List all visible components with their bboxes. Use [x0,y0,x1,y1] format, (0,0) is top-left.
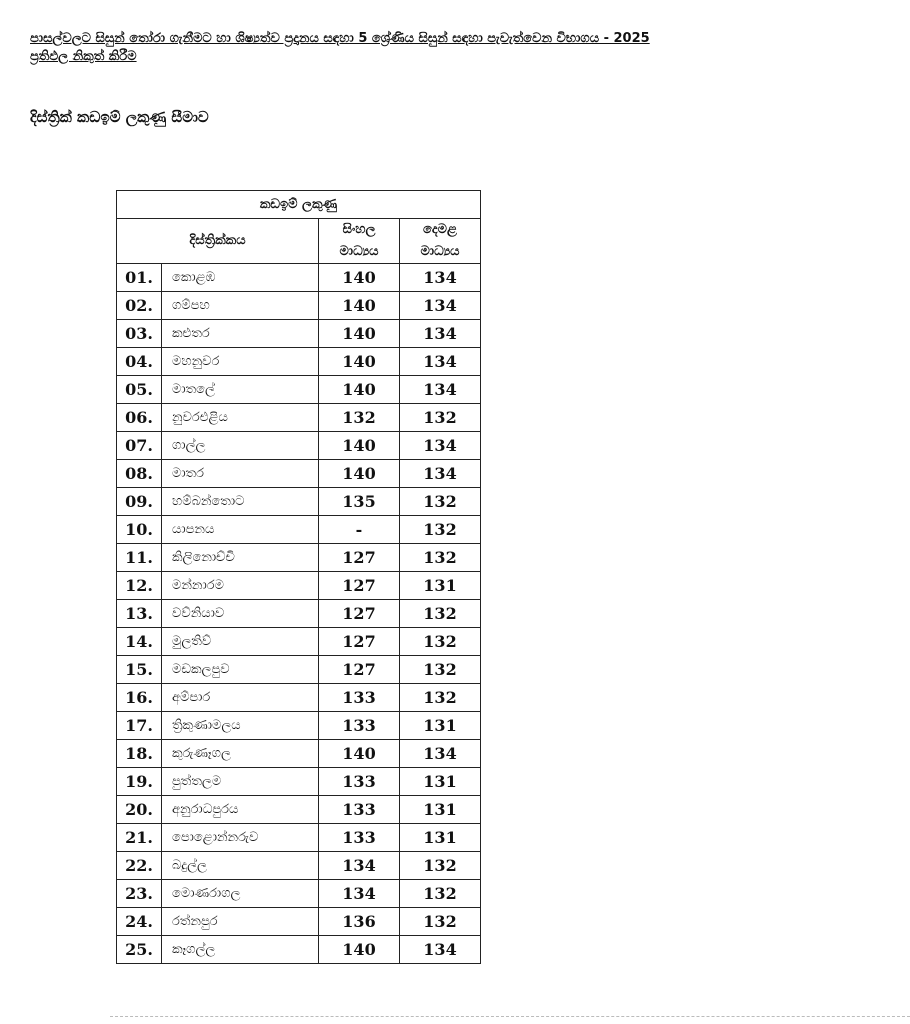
row-number: 10. [117,516,162,544]
tamil-mark: 134 [400,740,481,768]
tamil-mark: 132 [400,880,481,908]
sinhala-mark: 134 [319,880,400,908]
table-row [117,712,481,740]
row-number: 12. [117,572,162,600]
district-column-header: දිස්ත්‍රික්කය [117,219,319,264]
row-number: 18. [117,740,162,768]
sinhala-medium-header [319,219,400,264]
row-number: 05. [117,376,162,404]
document-header [30,30,900,66]
row-number: 25. [117,936,162,964]
district-name: පොළොන්නරුව [162,824,319,852]
sinhala-mark: 136 [319,908,400,936]
row-number: 21. [117,824,162,852]
tamil-header-line1: දෙමළ [423,222,457,237]
district-name: කොළඹ [162,264,319,292]
row-number: 24. [117,908,162,936]
sinhala-mark: 140 [319,348,400,376]
district-name: ගම්පහ [162,292,319,320]
table-row [117,544,481,572]
tamil-mark: 132 [400,628,481,656]
sinhala-mark: 140 [319,936,400,964]
table-row [117,488,481,516]
district-name: ත්‍රිකුණාමලය [162,712,319,740]
tamil-mark: 131 [400,712,481,740]
tamil-mark: 134 [400,432,481,460]
table-row [117,432,481,460]
group-header: කඩඉම් ලකුණු [117,191,481,219]
sinhala-mark: 140 [319,460,400,488]
sinhala-mark: 133 [319,796,400,824]
table-row [117,936,481,964]
district-name: මුලතිව් [162,628,319,656]
district-name: කළුතර [162,320,319,348]
sinhala-mark: 140 [319,320,400,348]
document-title: පාසල්වලට සිසුන් තෝරා ගැනීමට හා ශිෂ්‍යත්ව ප්‍රදානය සඳහා 5 ශ්‍රේණිය සිසුන් සඳහා පැවැත්වෙන විභාගය - 2025 [30,31,650,46]
tamil-medium-header [400,219,481,264]
tamil-mark: 134 [400,292,481,320]
district-name: කිලිනොච්චි [162,544,319,572]
row-number: 06. [117,404,162,432]
table-row [117,264,481,292]
table-row [117,628,481,656]
table-row [117,320,481,348]
row-number: 08. [117,460,162,488]
row-number: 11. [117,544,162,572]
tamil-mark: 131 [400,796,481,824]
table-row [117,684,481,712]
sinhala-mark: 127 [319,572,400,600]
tamil-mark: 131 [400,572,481,600]
district-name: මොණරාගල [162,880,319,908]
district-name: නුවරඑළිය [162,404,319,432]
sinhala-mark: 133 [319,768,400,796]
tamil-mark: 132 [400,404,481,432]
row-number: 03. [117,320,162,348]
row-number: 17. [117,712,162,740]
row-number: 01. [117,264,162,292]
table-row [117,824,481,852]
cutoff-marks-table [116,190,481,964]
footer-divider [110,1016,910,1017]
document-subtitle-line: ප්‍රතිඵල නිකුත් කිරීම [30,49,137,64]
tamil-mark: 132 [400,544,481,572]
tamil-mark: 132 [400,656,481,684]
district-name: ගාල්ල [162,432,319,460]
sinhala-mark: 135 [319,488,400,516]
tamil-mark: 134 [400,348,481,376]
row-number: 23. [117,880,162,908]
district-name: බදුල්ල [162,852,319,880]
table-row [117,292,481,320]
district-name: කුරුණෑගල [162,740,319,768]
sinhala-mark: 134 [319,852,400,880]
table-row [117,348,481,376]
district-name: රත්නපුර [162,908,319,936]
row-number: 15. [117,656,162,684]
district-name: හම්බන්තොට [162,488,319,516]
row-number: 02. [117,292,162,320]
row-number: 04. [117,348,162,376]
sinhala-mark: 133 [319,684,400,712]
tamil-mark: 131 [400,768,481,796]
table-row [117,908,481,936]
sinhala-mark: 127 [319,544,400,572]
sinhala-mark: 133 [319,824,400,852]
sinhala-mark: 140 [319,376,400,404]
row-number: 16. [117,684,162,712]
tamil-mark: 132 [400,908,481,936]
tamil-mark: 132 [400,684,481,712]
sinhala-mark: 140 [319,740,400,768]
row-number: 20. [117,796,162,824]
district-name: පුත්තලම [162,768,319,796]
tamil-mark: 134 [400,376,481,404]
row-number: 19. [117,768,162,796]
tamil-mark: 134 [400,264,481,292]
row-number: 13. [117,600,162,628]
table-row [117,376,481,404]
table-row [117,768,481,796]
district-name: මාතර [162,460,319,488]
tamil-mark: 132 [400,516,481,544]
row-number: 09. [117,488,162,516]
sinhala-header-line2: මාධ්‍යය [339,244,379,259]
sinhala-header-line1: සිංහල [342,222,376,237]
row-number: 07. [117,432,162,460]
tamil-mark: 132 [400,600,481,628]
district-name: කෑගල්ල [162,936,319,964]
sinhala-mark: 127 [319,656,400,684]
section-heading: දිස්ත්‍රික් කඩඉම් ලකුණු සීමාව [30,108,209,126]
table-row [117,460,481,488]
sinhala-mark: 127 [319,600,400,628]
sinhala-mark: 140 [319,292,400,320]
tamil-mark: 134 [400,460,481,488]
table-row [117,796,481,824]
tamil-mark: 132 [400,852,481,880]
district-name: යාපනය [162,516,319,544]
tamil-mark: 132 [400,488,481,516]
table-body [117,264,481,964]
tamil-mark: 134 [400,936,481,964]
district-name: මහනුවර [162,348,319,376]
district-name: අම්පාර [162,684,319,712]
sinhala-mark: 127 [319,628,400,656]
sinhala-mark: 132 [319,404,400,432]
table-row [117,404,481,432]
table-row [117,572,481,600]
table-row [117,852,481,880]
row-number: 14. [117,628,162,656]
sinhala-mark: 133 [319,712,400,740]
table-row [117,516,481,544]
tamil-mark: 131 [400,824,481,852]
table-row [117,880,481,908]
sinhala-mark: 140 [319,264,400,292]
sinhala-mark: 140 [319,432,400,460]
tamil-header-line2: මාධ්‍යය [420,244,460,259]
table-row [117,656,481,684]
table-row [117,600,481,628]
sinhala-mark: - [319,516,400,544]
table-row [117,740,481,768]
district-name: මඩකලපුව [162,656,319,684]
district-name: මාතලේ [162,376,319,404]
row-number: 22. [117,852,162,880]
tamil-mark: 134 [400,320,481,348]
district-name: වව්නියාව [162,600,319,628]
district-name: අනුරාධපුරය [162,796,319,824]
district-name: මන්නාරම [162,572,319,600]
